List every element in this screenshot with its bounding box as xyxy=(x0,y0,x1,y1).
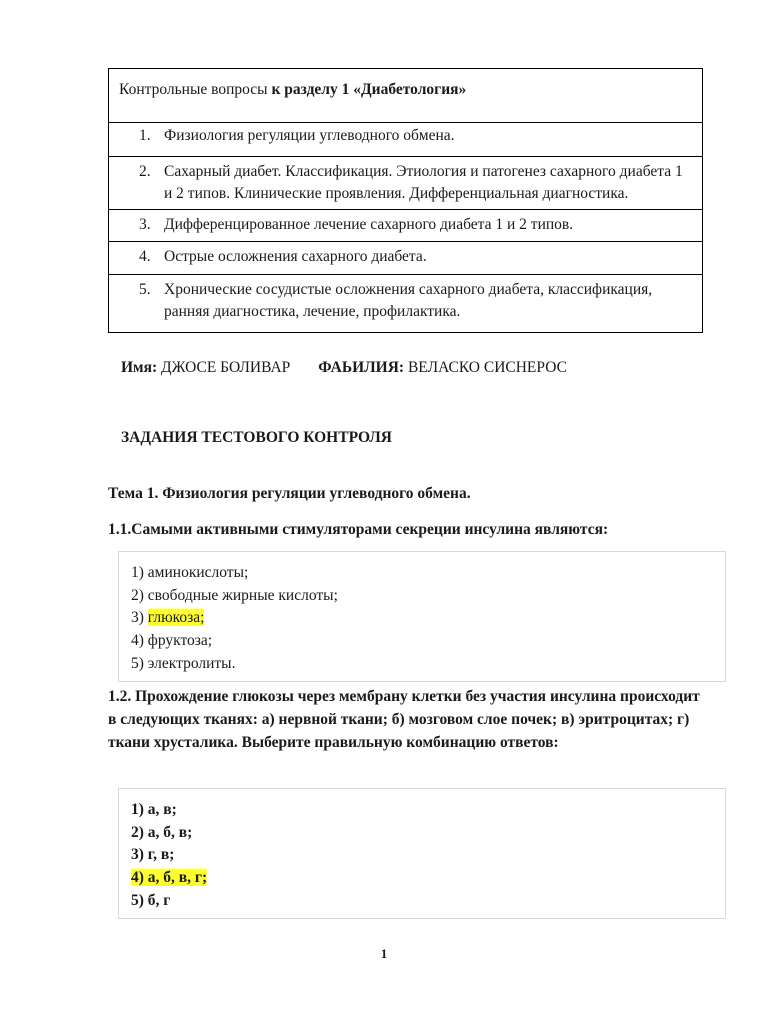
test-title: ЗАДАНИЯ ТЕСТОВОГО КОНТРОЛЯ xyxy=(121,429,392,446)
answer-option: 2) а, б, в; xyxy=(131,823,193,841)
question-text: Сахарный диабет. Классификация. Этиология и патогенез сахарного диабета 1 и 2 типов. Клинические проявления. Дифференциальная диагностика. xyxy=(164,162,683,202)
question-text: Дифференцированное лечение сахарного диабета 1 и 2 типов. xyxy=(164,215,574,233)
surname-label: ФАЬИЛИЯ: xyxy=(318,359,405,376)
question-text: Острые осложнения сахарного диабета. xyxy=(164,248,427,265)
name-value: ДЖОСЕ БОЛИВАР xyxy=(157,359,291,376)
control-questions-table xyxy=(108,68,703,333)
answer-option: 1) аминокислоты; xyxy=(131,564,249,581)
table-header-section: к разделу 1 «Диабетология» xyxy=(271,81,467,98)
table-row xyxy=(109,156,703,209)
question-1-2: 1.2. Прохождение глюкозы через мембрану клетки без участия инсулина происходит в следующих тканях: а) нервной ткани; б) мозговом слое почек; в) эритроцитах; г) ткани хрусталика. Выберите правильную комбинацию ответов: xyxy=(108,688,700,751)
table-header xyxy=(109,69,703,123)
answer-option: 2) свободные жирные кислоты; xyxy=(131,586,338,604)
answer-option: 3) г, в; xyxy=(131,846,175,864)
question-number: 5. xyxy=(139,280,151,298)
table-row xyxy=(109,274,703,332)
table-row xyxy=(109,242,703,275)
page-number: 1 xyxy=(380,946,388,961)
answer-option: 5) б, г xyxy=(131,891,171,909)
question-number: 4. xyxy=(139,248,151,265)
table-row xyxy=(109,209,703,242)
answer-option: 1) а, в; xyxy=(131,801,177,818)
question-number: 3. xyxy=(139,215,151,233)
answer-highlight: глюкоза; xyxy=(147,609,205,627)
question-text: Хронические сосудистые осложнения сахарного диабета, классификация, ранняя диагностика, лечение, профилактика. xyxy=(164,280,653,320)
topic-title: Тема 1. Физиология регуляции углеводного обмена. xyxy=(108,485,471,502)
question-number: 2. xyxy=(139,162,151,180)
table-header-prefix: Контрольные вопросы xyxy=(119,81,272,98)
name-label: Имя: xyxy=(121,359,158,376)
question-number: 1. xyxy=(139,127,151,144)
answer-option-highlighted xyxy=(131,867,713,890)
answer-option-highlighted: 3) глюкоза; xyxy=(131,609,205,627)
answer-option: 4) фруктоза; xyxy=(131,632,213,650)
question-text: Физиология регуляции углеводного обмена. xyxy=(164,127,455,144)
answer-option: 5) электролиты. xyxy=(131,654,236,672)
answer-box-1-1 xyxy=(118,551,726,682)
question-1-1: 1.1.Самыми активными стимуляторами секреции инсулина являются: xyxy=(108,521,609,538)
student-name-line xyxy=(121,359,567,377)
surname-value: ВЕЛАСКО СИСНЕРОС xyxy=(404,359,567,376)
answer-box-1-2 xyxy=(118,788,726,919)
answer-highlight: 4) а, б, в, г; xyxy=(131,869,208,887)
table-row xyxy=(109,123,703,157)
